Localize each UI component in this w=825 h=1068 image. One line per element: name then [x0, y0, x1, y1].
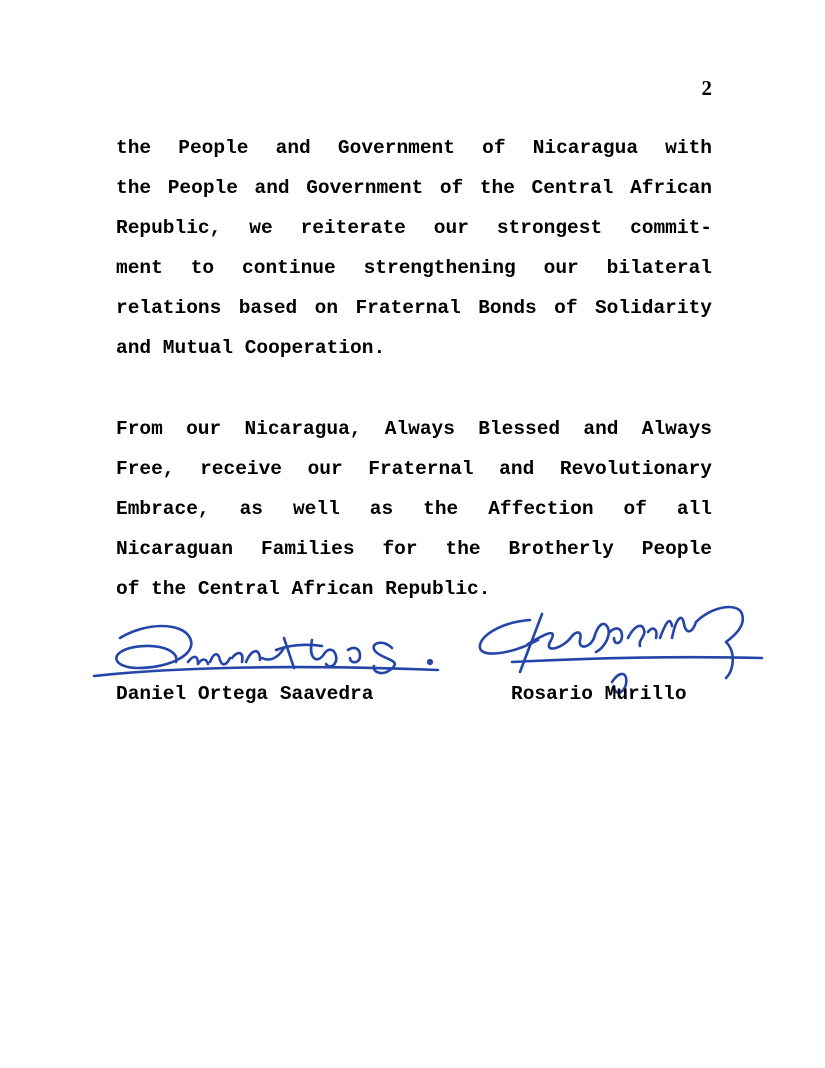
paragraph-line: relations based on Fraternal Bonds of Solidarity [116, 297, 712, 319]
paragraph-line: Embrace, as well as the Affection of all [116, 498, 712, 520]
paragraph-line: the People and Government of Nicaragua with [116, 137, 712, 159]
paragraph-line: the People and Government of the Central African [116, 177, 712, 199]
signer-name-rosario-murillo: Rosario Murillo [511, 683, 687, 705]
paragraph-line: of the Central African Republic. [116, 578, 491, 600]
paragraph-1 [116, 128, 712, 368]
paragraph-line: Nicaraguan Families for the Brotherly People [116, 538, 712, 560]
page-number: 2 [701, 76, 712, 100]
signature-daniel-ortega [86, 610, 446, 686]
paragraph-line: From our Nicaragua, Always Blessed and Always [116, 418, 712, 440]
paragraph-line: and Mutual Cooperation. [116, 337, 386, 359]
paragraph-line: Republic, we reiterate our strongest commit- [116, 217, 712, 239]
paragraph-line: Free, receive our Fraternal and Revolutionary [116, 458, 712, 480]
signer-name-daniel-ortega: Daniel Ortega Saavedra [116, 683, 374, 705]
paragraph-2 [116, 409, 712, 609]
paragraph-line: ment to continue strengthening our bilateral [116, 257, 712, 279]
